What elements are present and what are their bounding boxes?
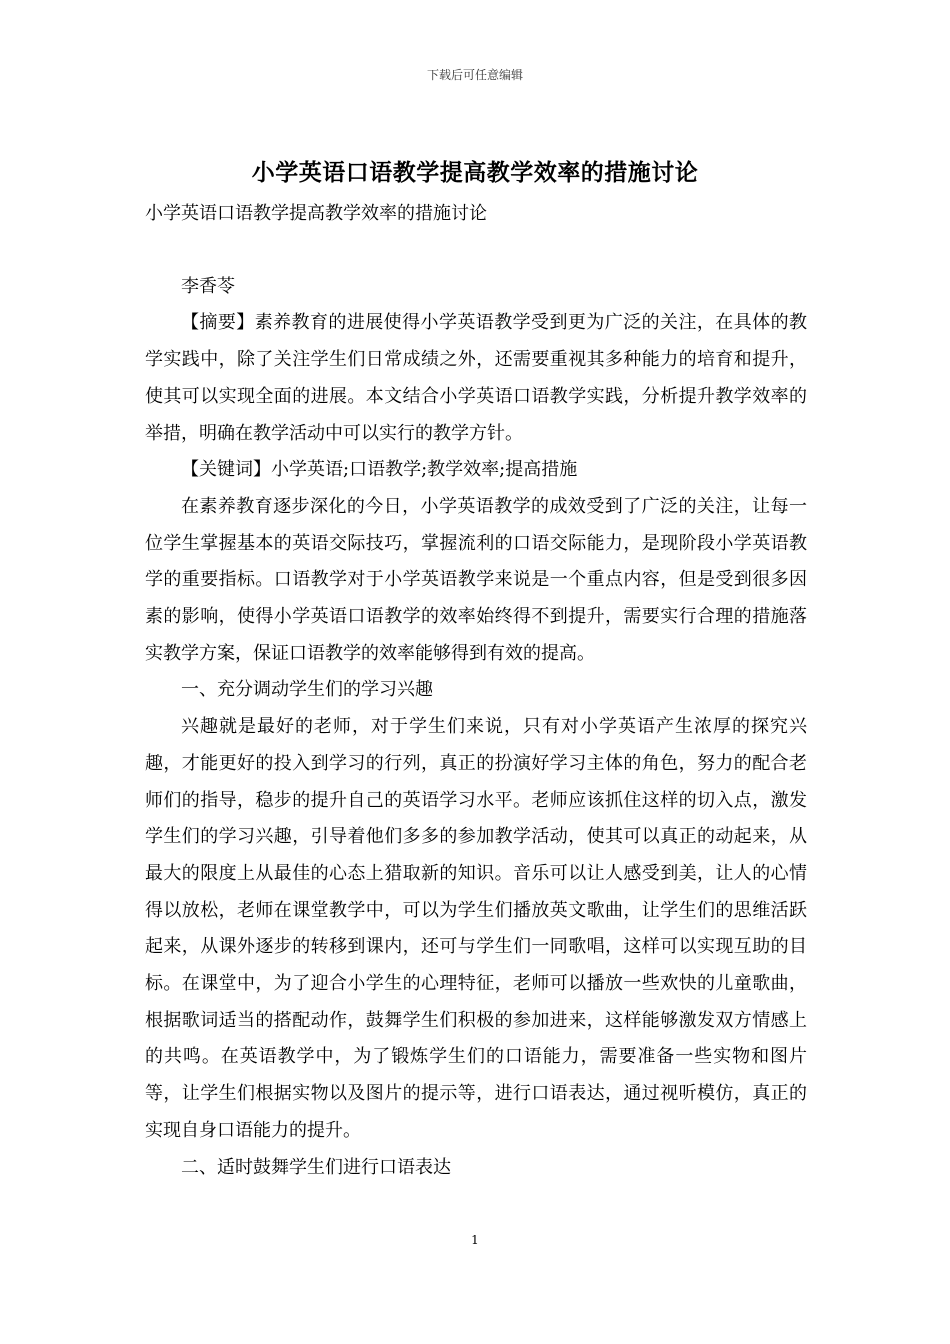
author-name: 李香苓: [181, 275, 235, 297]
section-heading-2: 二、适时鼓舞学生们进行口语表达: [181, 1156, 451, 1178]
abstract-paragraph: 【摘要】素养教育的进展使得小学英语教学受到更为广泛的关注，在具体的教学实践中，除了关注学生们日常成绩之外，还需要重视其多种能力的培育和提升，使其可以实现全面的进展。本文结合小学英语口语教学实践，分析提升教学效率的举措，明确在教学活动中可以实行的教学方针。: [145, 312, 807, 444]
intro-paragraph: 在素养教育逐步深化的今日，小学英语教学的成效受到了广泛的关注，让每一位学生掌握基本的英语交际技巧，掌握流利的口语交际能力，是现阶段小学英语教学的重要指标。口语教学对于小学英语教学来说是一个重点内容，但是受到很多因素的影响，使得小学英语口语教学的效率始终得不到提升，需要实行合理的措施落实教学方案，保证口语教学的效率能够得到有效的提高。: [145, 495, 807, 664]
section-body-1: 兴趣就是最好的老师，对于学生们来说，只有对小学英语产生浓厚的探究兴趣，才能更好的投入到学习的行列，真正的扮演好学习主体的角色，努力的配合老师们的指导，稳步的提升自己的英语学习水平。老师应该抓住这样的切入点，激发学生们的学习兴趣，引导着他们多多的参加教学活动，使其可以真正的动起来，从最大的限度上从最佳的心态上猎取新的知识。音乐可以让人感受到美，让人的心情得以放松，老师在课堂教学中，可以为学生们播放英文歌曲，让学生们的思维活跃起来，从课外逐步的转移到课内，还可与学生们一同歌唱，这样可以实现互助的目标。在课堂中，为了迎合小学生的心理特征，老师可以播放一些欢快的儿童歌曲，根据歌词适当的搭配动作，鼓舞学生们积极的参加进来，这样能够激发双方情感上的共鸣。在英语教学中，为了锻炼学生们的口语能力，需要准备一些实物和图片等，让学生们根据实物以及图片的提示等，进行口语表达，通过视听模仿，真正的实现自身口语能力的提升。: [145, 716, 807, 1141]
header-note: 下载后可任意编辑: [426, 68, 523, 82]
page-number: 1: [471, 1233, 479, 1247]
document-title: 小学英语口语教学提高教学效率的措施讨论: [251, 159, 699, 186]
keywords-paragraph: 【关键词】小学英语;口语教学;教学效率;提高措施: [181, 459, 578, 481]
document-subtitle: 小学英语口语教学提高教学效率的措施讨论: [145, 203, 487, 224]
section-heading-1: 一、充分调动学生们的学习兴趣: [181, 679, 433, 701]
document-body: [145, 196, 807, 1186]
